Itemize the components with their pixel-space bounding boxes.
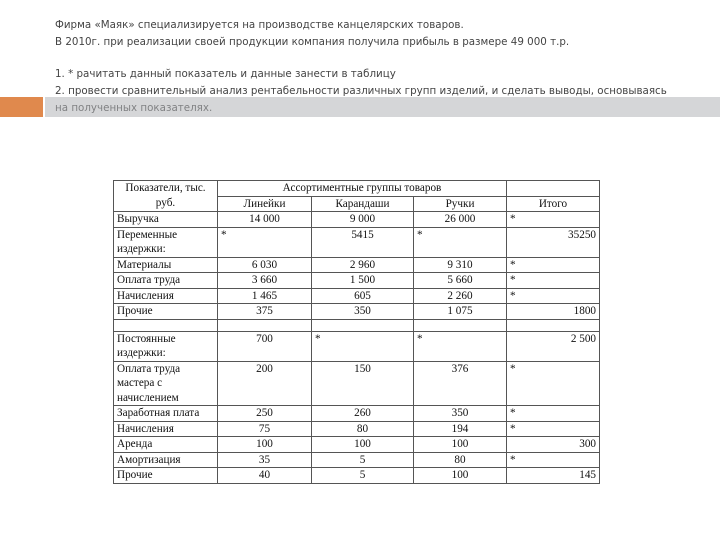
row-label: Прочие [114, 304, 218, 320]
table-row [114, 331, 600, 361]
cell-pens: 5 660 [414, 273, 507, 289]
cell-pens: 26 000 [414, 212, 507, 228]
row-label: Начисления [114, 288, 218, 304]
cell-pens: 1 075 [414, 304, 507, 320]
cell-total: * [507, 273, 600, 289]
table-row [114, 304, 600, 320]
cell-rulers: 40 [218, 468, 312, 484]
header-rulers: Линейки [218, 196, 312, 212]
cell-pencils: 80 [312, 421, 414, 437]
divider-bar [45, 97, 720, 117]
cell-total: * [507, 421, 600, 437]
cell-pens: 9 310 [414, 257, 507, 273]
row-label: Материалы [114, 257, 218, 273]
cell-total: * [507, 288, 600, 304]
cell-pencils: 5 [312, 452, 414, 468]
cell-rulers: 35 [218, 452, 312, 468]
header-indicators: Показатели, тыс. руб. [114, 181, 218, 212]
header-empty [507, 181, 600, 197]
cell-rulers: 375 [218, 304, 312, 320]
table-row [114, 452, 600, 468]
cell-pens: * [414, 331, 507, 361]
cell-pens: 80 [414, 452, 507, 468]
cell-pencils: 1 500 [312, 273, 414, 289]
cell-pencils: 605 [312, 288, 414, 304]
task-item-2: 2. провести сравнительный анализ рентабельности различных групп изделий, и сделать выводы, основываясь [55, 85, 667, 97]
row-label: Заработная плата [114, 406, 218, 422]
cell-rulers: 1 465 [218, 288, 312, 304]
accent-bar [0, 97, 43, 117]
row-label: Аренда [114, 437, 218, 453]
table-row [114, 361, 600, 406]
cell-total: * [507, 257, 600, 273]
intro-line-2: В 2010г. при реализации своей продукции компания получила прибыль в размере 49 000 т.р. [55, 36, 570, 48]
cell-rulers: 700 [218, 331, 312, 361]
cell-rulers: 14 000 [218, 212, 312, 228]
table-row [114, 288, 600, 304]
cell-rulers: 100 [218, 437, 312, 453]
table-row [114, 468, 600, 484]
table-row [114, 212, 600, 228]
cell-pencils: 100 [312, 437, 414, 453]
row-label: Оплата труда мастера с начислением [114, 361, 218, 406]
cell-rulers: 6 030 [218, 257, 312, 273]
header-pens: Ручки [414, 196, 507, 212]
header-pencils: Карандаши [312, 196, 414, 212]
row-label: Прочие [114, 468, 218, 484]
cell-total: 300 [507, 437, 600, 453]
cell-pens: 2 260 [414, 288, 507, 304]
cell-total: * [507, 361, 600, 406]
row-label: Оплата труда [114, 273, 218, 289]
cell-pens: 100 [414, 468, 507, 484]
spacer-cell [114, 319, 218, 331]
spacer-cell [312, 319, 414, 331]
header-group-title: Ассортиментные группы товаров [218, 181, 507, 197]
row-label: Постоянные издержки: [114, 331, 218, 361]
cell-total: 145 [507, 468, 600, 484]
cell-pencils: 2 960 [312, 257, 414, 273]
header-row-1 [114, 181, 600, 197]
cell-rulers: 200 [218, 361, 312, 406]
cell-rulers: 250 [218, 406, 312, 422]
spacer-cell [507, 319, 600, 331]
row-label: Выручка [114, 212, 218, 228]
table-row [114, 437, 600, 453]
cell-pens: 376 [414, 361, 507, 406]
cell-pens: 194 [414, 421, 507, 437]
row-label: Переменные издержки: [114, 227, 218, 257]
spacer-cell [218, 319, 312, 331]
intro-line-1: Фирма «Маяк» специализируется на производстве канцелярских товаров. [55, 19, 464, 31]
cell-total: 1800 [507, 304, 600, 320]
cell-pencils: 350 [312, 304, 414, 320]
table-row [114, 227, 600, 257]
spacer-cell [414, 319, 507, 331]
cell-pens: 350 [414, 406, 507, 422]
cell-total: * [507, 452, 600, 468]
cell-total: 2 500 [507, 331, 600, 361]
cell-pencils: 5 [312, 468, 414, 484]
cell-pencils: 260 [312, 406, 414, 422]
cell-pencils: 150 [312, 361, 414, 406]
cell-pencils: * [312, 331, 414, 361]
spacer-row [114, 319, 600, 331]
row-label: Начисления [114, 421, 218, 437]
table-row [114, 273, 600, 289]
cell-rulers: 3 660 [218, 273, 312, 289]
task-item-1: 1. * рачитать данный показатель и данные занести в таблицу [55, 68, 396, 80]
cell-total: * [507, 406, 600, 422]
cell-total: 35250 [507, 227, 600, 257]
table-row [114, 406, 600, 422]
table-row [114, 421, 600, 437]
cell-pens: 100 [414, 437, 507, 453]
row-label: Амортизация [114, 452, 218, 468]
cell-pencils: 9 000 [312, 212, 414, 228]
cell-pencils: 5415 [312, 227, 414, 257]
cell-pens: * [414, 227, 507, 257]
table-row [114, 257, 600, 273]
cell-total: * [507, 212, 600, 228]
cell-rulers: * [218, 227, 312, 257]
cost-table [113, 180, 600, 484]
header-total: Итого [507, 196, 600, 212]
cell-rulers: 75 [218, 421, 312, 437]
